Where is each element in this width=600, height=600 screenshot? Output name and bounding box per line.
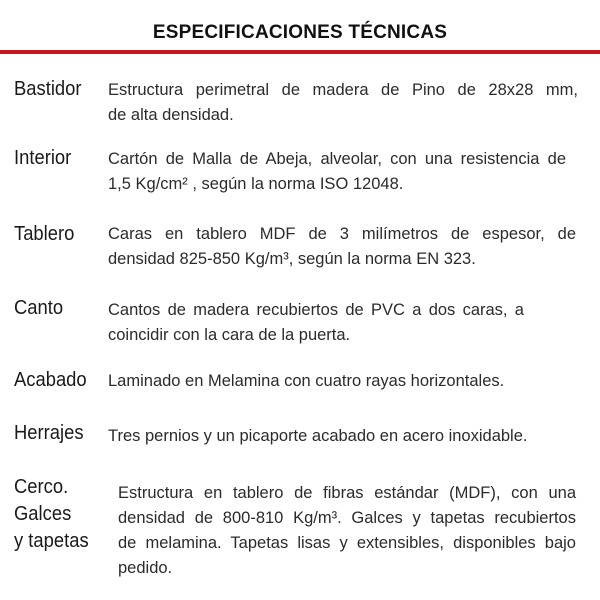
spec-label-line: y tapetas xyxy=(14,530,89,552)
spec-label-line: Galces xyxy=(14,503,72,525)
spec-description-line: Tres pernios y un picaporte acabado en acero inoxidable. xyxy=(108,427,528,445)
spec-description-line: Laminado en Melamina con cuatro rayas horizontales. xyxy=(108,372,505,390)
spec-description xyxy=(108,424,578,449)
spec-label: Canto xyxy=(14,297,64,319)
spec-label: Interior xyxy=(14,147,72,169)
spec-description xyxy=(108,298,524,348)
spec-description-line: densidad 825-850 Kg/m³, según la norma EN 323. xyxy=(108,250,476,268)
spec-description-line: de melamina. Tapetas lisas y extensibles, disponibles bajo xyxy=(118,534,576,552)
spec-description-line: coincidir con la cara de la puerta. xyxy=(108,326,351,344)
spec-label: Bastidor xyxy=(14,78,82,100)
page-title: ESPECIFICACIONES TÉCNICAS xyxy=(152,22,448,43)
spec-description xyxy=(108,147,566,197)
spec-label: Tablero xyxy=(14,223,75,245)
spec-label-line: Cerco. xyxy=(14,476,69,498)
spec-description-line: pedido. xyxy=(118,559,173,577)
spec-description-line: Cantos de madera recubiertos de PVC a dos caras, a xyxy=(108,301,524,319)
spec-description xyxy=(108,78,578,128)
spec-label xyxy=(14,474,89,555)
title-underline xyxy=(0,50,600,54)
spec-description-line: Caras en tablero MDF de 3 milímetros de espesor, de xyxy=(108,225,576,243)
spec-description xyxy=(108,222,576,272)
spec-description-line: densidad de 800-810 Kg/m³. Galces y tapetas recubiertos xyxy=(118,509,576,527)
spec-description-line: Estructura en tablero de fibras estándar (MDF), con una xyxy=(118,484,576,502)
spec-description xyxy=(118,481,576,581)
spec-description-line: Cartón de Malla de Abeja, alveolar, con una resistencia de xyxy=(108,150,566,168)
spec-description-line: Estructura perimetral de madera de Pino de 28x28 mm, xyxy=(108,81,578,99)
spec-description xyxy=(108,369,578,394)
spec-label: Acabado xyxy=(14,369,87,391)
spec-description-line: 1,5 Kg/cm² , según la norma ISO 12048. xyxy=(108,175,404,193)
spec-description-line: de alta densidad. xyxy=(108,106,234,124)
spec-label: Herrajes xyxy=(14,422,84,444)
